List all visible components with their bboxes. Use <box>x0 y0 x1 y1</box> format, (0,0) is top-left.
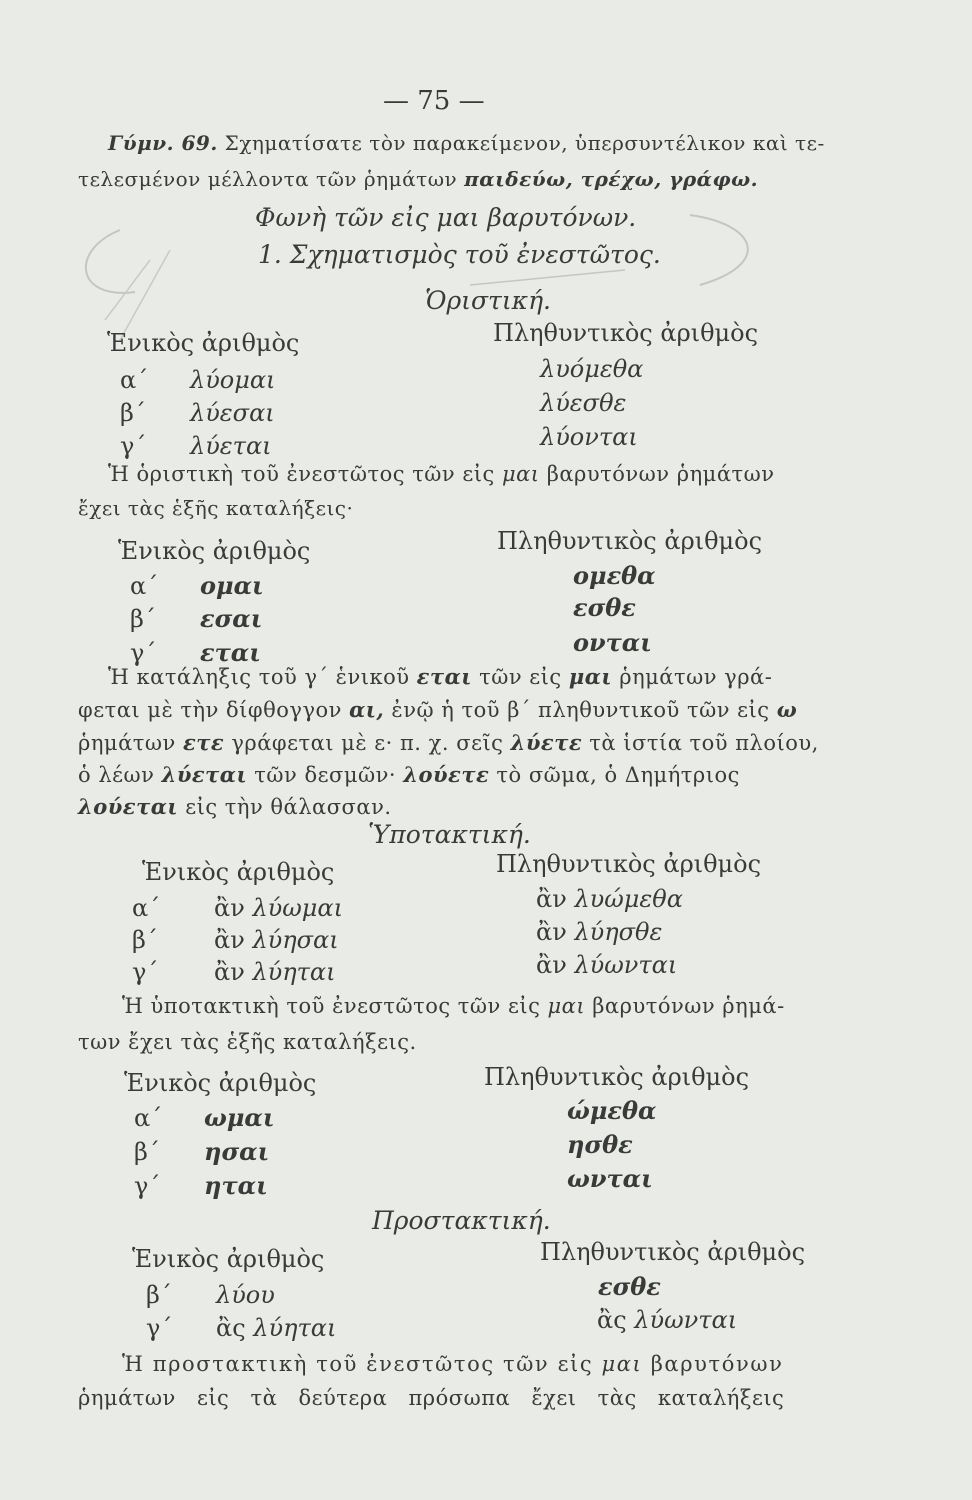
row-label: α΄ <box>134 1104 163 1132</box>
prostaktiki-para-line2: ῥημάτων εἰς τὰ δεύτερα πρόσωπα ἔχει τὰς καταλήξεις <box>78 1386 785 1410</box>
row-label: γ΄ <box>130 639 157 667</box>
ending-singular: εται <box>200 638 261 667</box>
ypotaktiki-t2-plur-header: Πληθυντικὸς ἀριθμὸς <box>484 1063 750 1091</box>
text: ὁ λέων <box>78 763 155 787</box>
ypotaktiki-para-line2: των ἔχει τὰς ἑξῆς καταλήξεις. <box>78 1030 417 1054</box>
oristiki-para2-line5 <box>78 794 392 819</box>
ending: μαι <box>547 994 586 1018</box>
form-singular: λύησαι <box>252 926 339 954</box>
ending: μαι <box>601 1352 643 1376</box>
text: φεται μὲ τὴν δίφθογγον <box>78 698 342 722</box>
heading-formation: 1. Σχηματισμὸς τοῦ ἐνεστῶτος. <box>258 240 661 269</box>
row-label: β΄ <box>132 926 158 954</box>
ypotaktiki-t1-row-2 <box>132 926 339 954</box>
text: βαρυτόνων ῥημάτων <box>546 462 775 486</box>
ypotaktiki-t1-plur-header: Πληθυντικὸς ἀριθμὸς <box>496 850 762 878</box>
oristiki-para2-line1 <box>108 664 772 689</box>
oristiki-t2-plur-3: ονται <box>573 628 652 657</box>
row-label: β΄ <box>134 1138 160 1166</box>
prostaktiki-title: Προστακτική. <box>372 1206 551 1235</box>
text: εἰς τὴν θάλασσαν. <box>185 795 392 819</box>
exercise-verbs: παιδεύω, τρέχω, γράφω. <box>464 167 759 191</box>
text: τῶν δεσμῶν· <box>254 763 397 787</box>
row-label: α΄ <box>130 572 159 600</box>
exercise-text-2a: τελεσμένον μέλλοντα τῶν ῥημάτων <box>78 167 458 191</box>
prostaktiki-row-2 <box>146 1314 336 1342</box>
row-label: γ΄ <box>120 432 147 460</box>
ypotaktiki-t2-plur-2: ησθε <box>567 1130 633 1159</box>
ypotaktiki-t2-plur-1: ώμεθα <box>567 1096 657 1125</box>
ypotaktiki-t2-row-2 <box>134 1137 269 1166</box>
exercise-text-1: Σχηματίσατε τὸν παρακείμενον, ὑπερσυντέλικον καὶ τε- <box>224 131 825 155</box>
text: τὰ ἱστία τοῦ πλοίου, <box>589 731 819 755</box>
text: Ἡ ὁριστικὴ τοῦ ἐνεστῶτος τῶν εἰς <box>108 462 495 486</box>
oristiki-t1-plur-header: Πληθυντικὸς ἀριθμὸς <box>493 319 759 347</box>
text: ῥημάτων γρά- <box>619 665 773 689</box>
row-label: α΄ <box>120 366 149 394</box>
ending: μαι <box>501 462 540 486</box>
row-label: β΄ <box>130 605 156 633</box>
form-singular: λύου <box>216 1281 275 1309</box>
form-singular: λύηται <box>252 958 336 986</box>
oristiki-t1-plur-1: λυόμεθα <box>540 355 644 383</box>
oristiki-t1-row-3 <box>120 432 272 460</box>
oristiki-t1-sing-header: Ἑνικὸς ἀριθμὸς <box>107 329 300 357</box>
exercise-line-2 <box>78 167 758 191</box>
text: Ἡ κατάληξις τοῦ γ΄ ἑνικοῦ <box>108 665 410 689</box>
text: Ἡ προστακτικὴ τοῦ ἐνεστῶτος τῶν εἰς <box>122 1352 594 1376</box>
ending: αι, <box>349 697 385 722</box>
oristiki-para2-line4 <box>78 762 740 787</box>
form-plural: λυώμεθα <box>574 885 683 913</box>
prostaktiki-sing-header: Ἑνικὸς ἀριθμὸς <box>132 1245 325 1273</box>
text: ῥημάτων <box>78 731 176 755</box>
exercise-label: Γύμν. 69. <box>108 131 218 155</box>
form-singular: λύηται <box>253 1314 337 1342</box>
text: γράφεται μὲ ε· π. χ. σεῖς <box>231 731 504 755</box>
oristiki-para1-line1 <box>108 462 775 486</box>
ending: ω <box>776 697 798 722</box>
ypotaktiki-title: Ὑποτακτική. <box>368 820 531 849</box>
oristiki-t2-row-1 <box>130 571 264 600</box>
ypotaktiki-t2-row-3 <box>134 1171 268 1200</box>
form-singular: λύεσαι <box>190 399 275 427</box>
prostaktiki-row-1 <box>146 1281 275 1309</box>
ypotaktiki-t1-row-3 <box>132 958 336 986</box>
form-singular: λύωμαι <box>252 894 344 922</box>
ending: μαι <box>568 664 613 689</box>
example-verb: λύεται <box>161 762 248 787</box>
oristiki-t2-plur-2: εσθε <box>573 593 636 622</box>
ypotaktiki-t1-plur-row-2 <box>536 918 662 946</box>
form-plural: λύησθε <box>574 918 663 946</box>
oristiki-t1-row-2 <box>120 399 275 427</box>
ypotaktiki-t1-sing-header: Ἑνικὸς ἀριθμὸς <box>142 858 335 886</box>
particle: ἂν <box>536 885 567 913</box>
row-label: γ΄ <box>132 958 159 986</box>
oristiki-t2-plur-header: Πληθυντικὸς ἀριθμὸς <box>497 527 763 555</box>
ypotaktiki-t2-sing-header: Ἑνικὸς ἀριθμὸς <box>124 1069 317 1097</box>
particle: ἂν <box>214 894 245 922</box>
oristiki-para2-line3 <box>78 730 819 755</box>
ending: ετε <box>182 730 225 755</box>
row-label: α΄ <box>132 894 161 922</box>
oristiki-t2-sing-header: Ἑνικὸς ἀριθμὸς <box>118 537 311 565</box>
page-number: — 75 — <box>383 86 485 116</box>
oristiki-t1-plur-3: λύονται <box>540 423 638 451</box>
ending-singular: ομαι <box>200 571 264 600</box>
ending-singular: ηται <box>204 1171 268 1200</box>
form-singular: λύομαι <box>190 366 276 394</box>
ending: εται <box>416 664 472 689</box>
oristiki-t2-row-3 <box>130 638 261 667</box>
heading-voice: Φωνὴ τῶν εἰς μαι βαρυτόνων. <box>255 203 637 232</box>
oristiki-para1-line2: ἔχει τὰς ἑξῆς καταλήξεις· <box>78 496 354 520</box>
particle: ἂν <box>214 958 245 986</box>
oristiki-t2-row-2 <box>130 604 262 633</box>
form-plural: λύωνται <box>574 951 678 979</box>
text: βαρυτόνων <box>650 1352 784 1376</box>
example-verb: λούετε <box>403 762 490 787</box>
ypotaktiki-t2-row-1 <box>134 1103 275 1132</box>
form-plural: λύωνται <box>634 1306 738 1334</box>
form-singular: λύεται <box>190 432 272 460</box>
exercise-line-1 <box>108 131 825 155</box>
particle: ἂν <box>536 918 567 946</box>
prostaktiki-plur-header: Πληθυντικὸς ἀριθμὸς <box>540 1238 806 1266</box>
particle: ἂς <box>216 1314 246 1342</box>
text: ἐνῷ ἡ τοῦ β΄ πληθυντικοῦ τῶν εἰς <box>391 698 770 722</box>
oristiki-title: Ὁριστική. <box>425 286 552 315</box>
ypotaktiki-t1-plur-row-3 <box>536 951 677 979</box>
text: Ἡ ὑποτακτικὴ τοῦ ἐνεστῶτος τῶν εἰς <box>122 994 541 1018</box>
particle: ἂν <box>536 951 567 979</box>
ypotaktiki-t2-plur-3: ωνται <box>567 1164 653 1193</box>
ending-singular: εσαι <box>200 604 263 633</box>
row-label: γ΄ <box>146 1314 173 1342</box>
particle: ἂν <box>214 926 245 954</box>
row-label: β΄ <box>120 399 146 427</box>
oristiki-t2-plur-1: ομεθα <box>573 561 656 590</box>
row-label: γ΄ <box>134 1172 161 1200</box>
oristiki-t1-row-1 <box>120 366 275 394</box>
oristiki-para2-line2 <box>78 697 797 722</box>
text: τὸ σῶμα, ὁ Δημήτριος <box>496 763 740 787</box>
prostaktiki-para-line1 <box>122 1352 783 1376</box>
ending-singular: ησαι <box>204 1137 270 1166</box>
oristiki-t1-plur-2: λύεσθε <box>540 389 627 417</box>
prostaktiki-plur-1: εσθε <box>598 1272 661 1301</box>
ypotaktiki-para-line1 <box>122 994 785 1018</box>
text: βαρυτόνων ῥημά- <box>592 994 785 1018</box>
ypotaktiki-t1-row-1 <box>132 894 343 922</box>
row-label: β΄ <box>146 1281 172 1309</box>
text: τῶν εἰς <box>479 665 562 689</box>
particle: ἂς <box>597 1306 627 1334</box>
prostaktiki-plur-row-2 <box>597 1306 737 1334</box>
ypotaktiki-t1-plur-row-1 <box>536 885 683 913</box>
example-verb: λούεται <box>78 794 179 819</box>
ending-singular: ωμαι <box>204 1103 275 1132</box>
example-verb: λύετε <box>510 730 583 755</box>
